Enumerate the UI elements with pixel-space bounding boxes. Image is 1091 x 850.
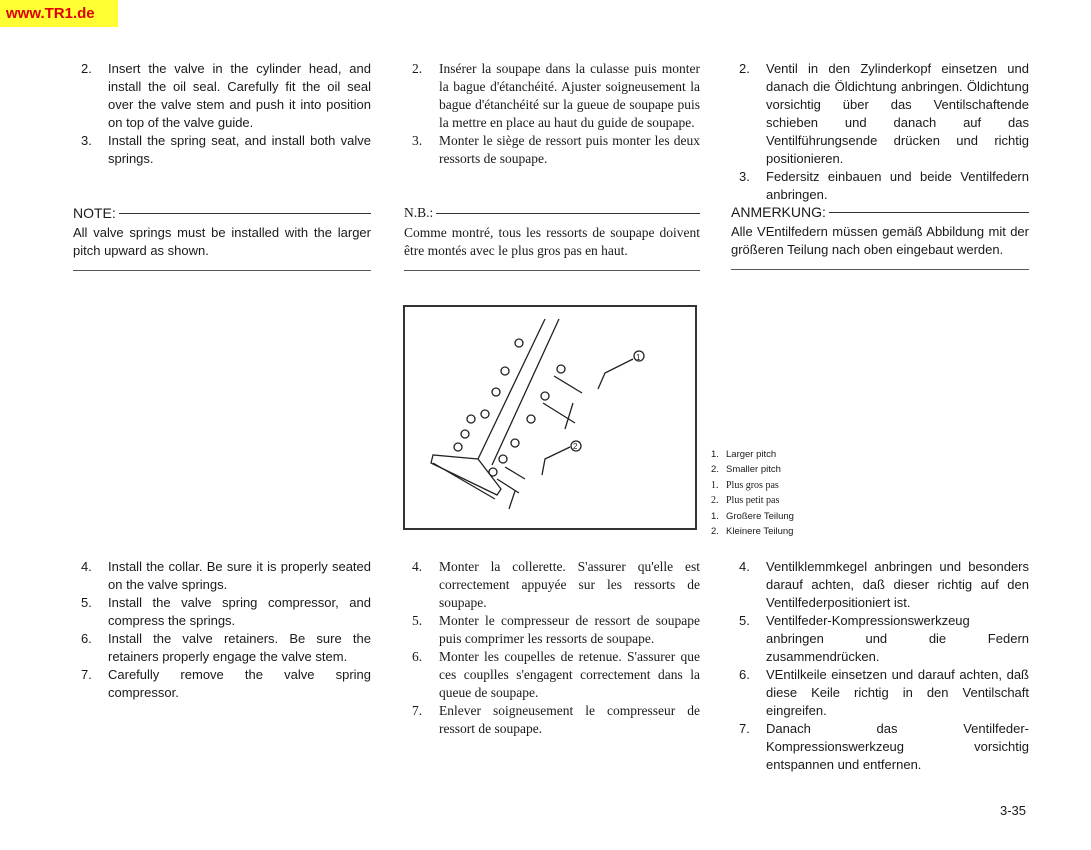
german-column-bottom [731, 558, 1029, 774]
legend-text: Großere Teilung [726, 511, 794, 522]
english-column-bottom [73, 558, 371, 702]
french-steps-bottom [404, 558, 700, 738]
step-text: Monter le compresseur de ressort de soupape puis comprimer les ressorts de soupape. [439, 613, 700, 646]
french-steps-top [404, 60, 700, 168]
step-number: 4. [81, 559, 92, 574]
list-item [731, 666, 1029, 720]
pitch-arrow [565, 403, 573, 429]
german-note [731, 203, 1029, 270]
step-number: 6. [81, 631, 92, 646]
german-steps-top [731, 60, 1029, 204]
step-number: 7. [81, 667, 92, 682]
pitch-arrow [509, 491, 515, 509]
step-text: Carefully remove the valve spring compressor. [108, 667, 371, 700]
legend-text: Plus petit pas [726, 494, 780, 506]
list-item [731, 60, 1029, 168]
leader-line [598, 359, 633, 389]
list-item [73, 132, 371, 168]
watermark-logo: www.TR1.de [0, 0, 118, 27]
divider [119, 213, 371, 214]
spring-coil [492, 388, 500, 396]
list-item [731, 168, 1029, 204]
spring-coil [557, 365, 565, 373]
step-text: Insérer la soupape dans la culasse puis monter la bague d'étanchéité. Ajuster soigneusement la bague d'étanchéité sur la gueue de soupape puis la mettre en place au haut du guide de soupape. [439, 61, 700, 130]
step-number: 6. [739, 667, 750, 682]
divider [829, 212, 1029, 213]
step-text: Install the valve spring compressor, and compress the springs. [108, 595, 371, 628]
english-column-top [73, 60, 371, 168]
english-note [73, 204, 371, 271]
list-item [404, 612, 700, 648]
legend-text: Smaller pitch [726, 463, 781, 475]
french-column-bottom [404, 558, 700, 738]
callout-1-label: 1 [636, 353, 641, 362]
list-item [404, 558, 700, 612]
spring-coil [499, 455, 507, 463]
legend-number: 2. [711, 494, 719, 506]
step-number: 2. [81, 61, 92, 76]
list-item [404, 132, 700, 168]
french-column-top [404, 60, 700, 168]
german-column-top [731, 60, 1029, 204]
step-number: 5. [412, 613, 423, 628]
step-number: 6. [412, 649, 423, 664]
spring-coil [454, 443, 462, 451]
spring-coil [511, 439, 519, 447]
legend-item [711, 448, 794, 463]
step-number: 4. [412, 559, 423, 574]
legend-number: 2. [711, 525, 719, 537]
note-label: NOTE: [73, 205, 116, 221]
valve-spring-diagram [405, 307, 695, 528]
spring-coil [461, 430, 469, 438]
step-text: Insert the valve in the cylinder head, and install the oil seal. Carefully fit the oil seal over the valve stem and push it into position on top of the valve guide. [108, 61, 371, 130]
legend-number: 1. [711, 480, 719, 491]
list-item [73, 60, 371, 132]
list-item [404, 648, 700, 702]
step-number: 2. [739, 61, 750, 76]
note-heading [731, 203, 1029, 221]
legend-item [711, 510, 794, 525]
english-steps-bottom [73, 558, 371, 702]
spring-coil [501, 367, 509, 375]
spring-coil [527, 415, 535, 423]
legend-item [711, 494, 794, 509]
divider [731, 269, 1029, 270]
english-steps-top [73, 60, 371, 168]
legend-number: 1. [711, 511, 719, 522]
divider [73, 270, 371, 271]
step-number: 2. [412, 61, 423, 76]
note-heading [404, 204, 700, 222]
list-item [731, 558, 1029, 612]
step-text: Install the spring seat, and install both valve springs. [108, 133, 371, 166]
spring-coil [541, 392, 549, 400]
list-item [73, 594, 371, 630]
valve-stem-line [478, 319, 545, 459]
step-text: Ventilfeder-Kompressionswerkzeug anbringen und die Federn zusammendrücken. [766, 613, 1029, 664]
valve-stem-line [492, 319, 559, 465]
step-text: Danach das Ventilfeder-Kompressionswerkzeug vorsichtig entspannen und entfernen. [766, 721, 1029, 772]
step-number: 3. [412, 133, 423, 148]
step-number: 5. [739, 613, 750, 628]
figure-legend [711, 448, 794, 539]
french-note [404, 204, 700, 271]
legend-text: Larger pitch [726, 449, 777, 460]
note-heading [73, 204, 371, 222]
note-label: ANMERKUNG: [731, 204, 826, 220]
divider [404, 270, 700, 271]
valve-spring-figure [403, 305, 697, 530]
step-number: 7. [739, 721, 750, 736]
step-number: 5. [81, 595, 92, 610]
legend-item [711, 525, 794, 540]
pitch-line [505, 467, 525, 479]
step-text: Install the valve retainers. Be sure the retainers properly engage the valve stem. [108, 631, 371, 664]
list-item [404, 702, 700, 738]
step-text: Install the collar. Be sure it is properly seated on the valve springs. [108, 559, 371, 592]
leader-line [542, 447, 570, 475]
step-text: Federsitz einbauen und beide Ventilfedern anbringen. [766, 169, 1029, 202]
spring-coil [515, 339, 523, 347]
pitch-line [554, 376, 582, 393]
step-text: VEntilkeile einsetzen und darauf achten, daß diese Keile richtig in den Ventilschaft eingreifen. [766, 667, 1029, 718]
legend-item [711, 463, 794, 478]
step-number: 3. [81, 133, 92, 148]
legend-text: Kleinere Teilung [726, 525, 794, 537]
spring-coil [467, 415, 475, 423]
list-item [731, 612, 1029, 666]
divider [436, 213, 700, 214]
step-text: Monter le siège de ressort puis monter les deux ressorts de soupape. [439, 133, 700, 166]
step-text: Ventil in den Zylinderkopf einsetzen und danach die Öldichtung anbringen. Öldichtung vorsichtig über das Ventilschaftende schieben und danach auf das Ventilführungsende drücken und richtig positionieren. [766, 61, 1029, 166]
note-text: Alle VEntilfedern müssen gemäß Abbildung mit der größeren Teilung nach oben eingebaut werden. [731, 224, 1029, 257]
step-text: Enlever soigneusement le compresseur de ressort de soupape. [439, 703, 700, 736]
spring-coil [489, 468, 497, 476]
list-item [73, 630, 371, 666]
callout-2-label: 2 [573, 442, 578, 451]
legend-text: Plus gros pas [726, 480, 779, 491]
step-number: 3. [739, 169, 750, 184]
note-text: Comme montré, tous les ressorts de soupape doivent être montés avec le plus gros pas en haut. [404, 225, 700, 258]
note-text: All valve springs must be installed with the larger pitch upward as shown. [73, 225, 371, 258]
page-number: 3-35 [1000, 803, 1027, 818]
list-item [73, 666, 371, 702]
note-label: N.B.: [404, 205, 434, 220]
list-item [731, 720, 1029, 774]
legend-item [711, 479, 794, 494]
step-text: Monter les coupelles de retenue. S'assurer que ces couplles s'engagent correctement dans la queue de soupape. [439, 649, 700, 700]
step-text: Monter la collerette. S'assurer qu'elle est correctement appuyée sur les ressorts de soupape. [439, 559, 700, 610]
step-number: 4. [739, 559, 750, 574]
legend-number: 1. [711, 449, 719, 460]
list-item [404, 60, 700, 132]
german-steps-bottom [731, 558, 1029, 774]
step-number: 7. [412, 703, 423, 718]
list-item [73, 558, 371, 594]
legend-number: 2. [711, 463, 719, 475]
spring-coil [481, 410, 489, 418]
step-text: Ventilklemmkegel anbringen und besonders darauf achten, daß dieser richtig auf den Ventilfederpositioniert ist. [766, 559, 1029, 610]
